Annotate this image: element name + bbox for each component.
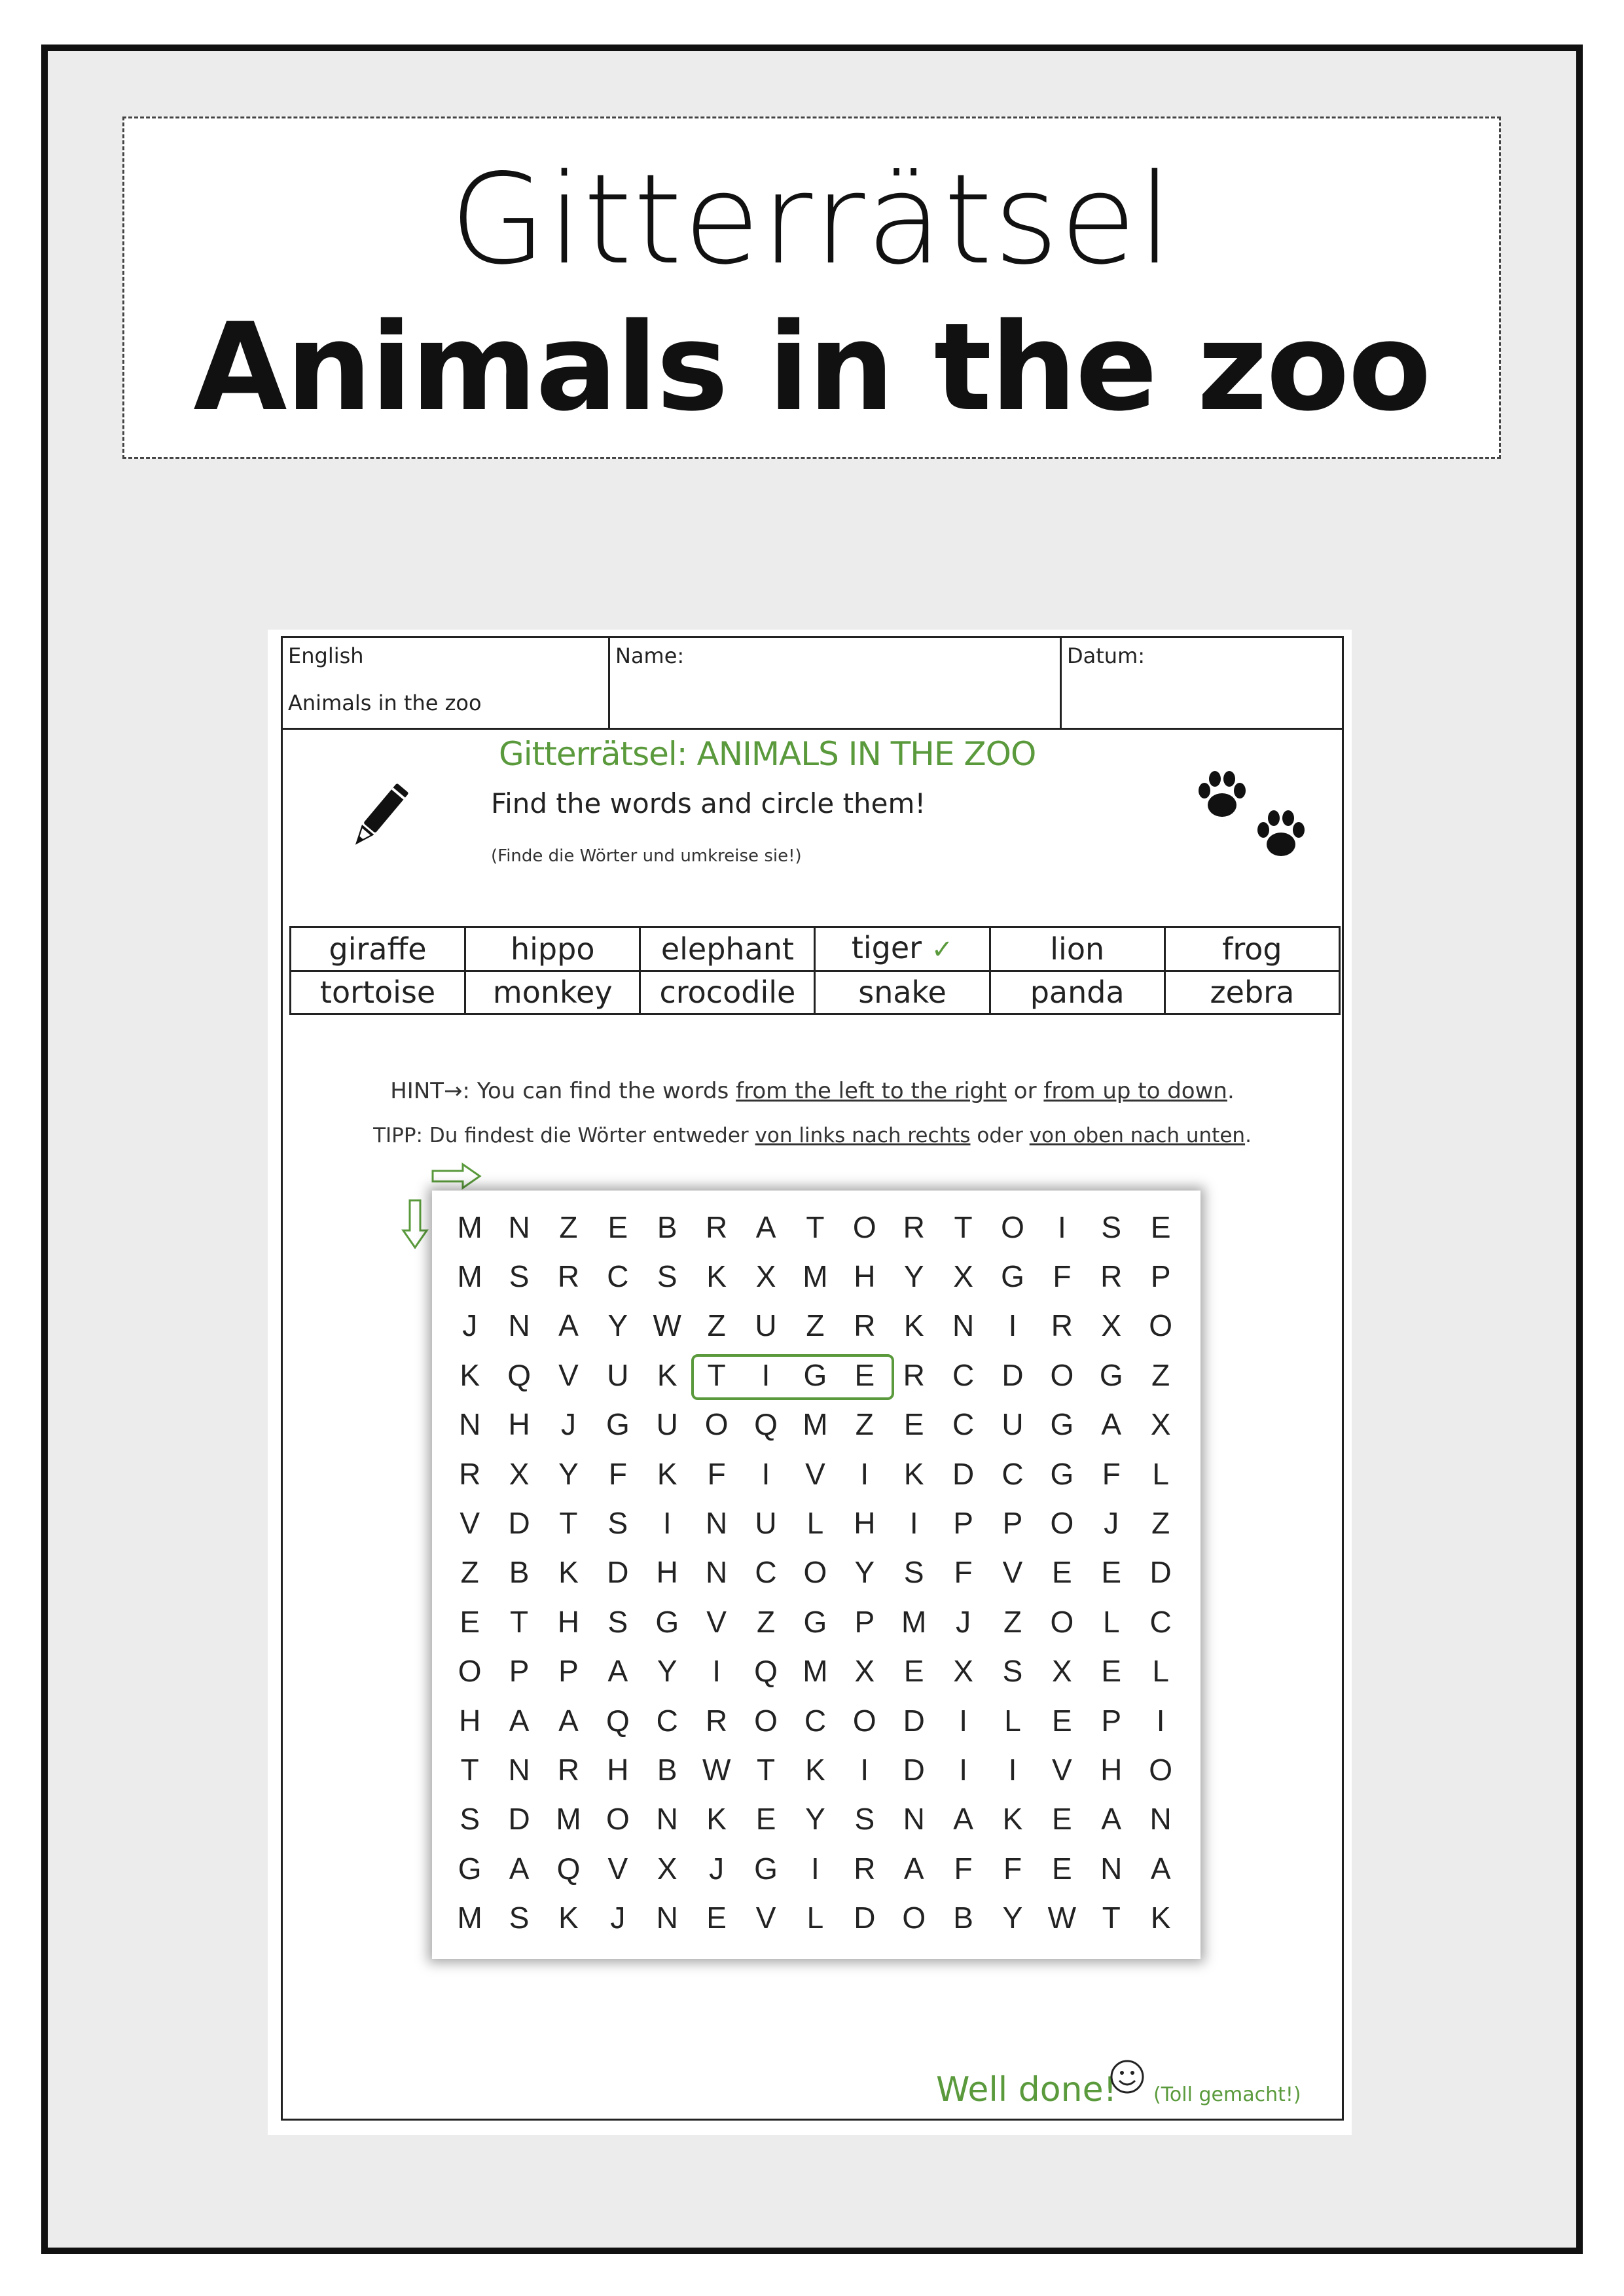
grid-letter: J xyxy=(709,1851,725,1886)
grid-letter: O xyxy=(754,1703,778,1738)
grid-letter: X xyxy=(509,1456,530,1491)
pencil-icon xyxy=(338,776,417,861)
grid-letter: O xyxy=(704,1407,729,1442)
grid-letter: L xyxy=(806,1901,824,1935)
paw-print-icon xyxy=(1193,766,1252,825)
grid-letter: V xyxy=(706,1604,727,1639)
grid-letter: M xyxy=(457,1210,482,1244)
grid-letter: B xyxy=(657,1210,677,1244)
grid-letter: E xyxy=(755,1802,776,1837)
word-cell: frog xyxy=(1164,927,1339,971)
worksheet-title: Gitterrätsel: ANIMALS IN THE ZOO xyxy=(499,735,1036,773)
grid-letter: M xyxy=(803,1654,828,1689)
grid-letter: K xyxy=(903,1308,924,1343)
grid-letter: P xyxy=(509,1654,530,1689)
grid-letter: S xyxy=(509,1259,530,1294)
grid-letter: D xyxy=(1001,1357,1024,1392)
grid-letter: I xyxy=(761,1357,770,1392)
grid-letter: Q xyxy=(754,1407,778,1442)
grid-letter: V xyxy=(755,1901,776,1935)
grid-letter: V xyxy=(1002,1555,1023,1590)
word-row xyxy=(291,971,1340,1014)
grid-letter: H xyxy=(656,1555,678,1590)
grid-letter: P xyxy=(1101,1703,1122,1738)
grid-letter: H xyxy=(508,1407,530,1442)
grid-letter: V xyxy=(460,1506,480,1541)
tipp-text: TIPP: Du findest die Wörter entweder von links nach rechts oder von oben nach unten. xyxy=(373,1124,1252,1147)
grid-letter: N xyxy=(952,1308,975,1343)
grid-letter: V xyxy=(805,1456,825,1491)
grid-letter: P xyxy=(1150,1259,1171,1294)
word-cell: lion xyxy=(990,927,1164,971)
grid-letter: I xyxy=(761,1456,770,1491)
grid-letter: E xyxy=(903,1654,924,1689)
grid-letter: T xyxy=(954,1210,973,1244)
grid-letter: T xyxy=(559,1506,578,1541)
grid-letter: M xyxy=(556,1802,581,1837)
grid-letter: C xyxy=(952,1357,975,1392)
grid-letter: S xyxy=(509,1901,530,1935)
subject-cell xyxy=(283,638,610,730)
grid-letter: J xyxy=(610,1901,626,1935)
grid-letter: T xyxy=(510,1604,529,1639)
grid-letter: E xyxy=(1101,1654,1122,1689)
grid-letter: R xyxy=(854,1308,876,1343)
grid-letter: N xyxy=(903,1802,925,1837)
grid-letter: F xyxy=(1003,1851,1022,1886)
grid-letter: J xyxy=(560,1407,576,1442)
grid-letter: E xyxy=(1052,1555,1072,1590)
grid-letter: A xyxy=(1101,1802,1122,1837)
grid-letter: E xyxy=(903,1407,924,1442)
grid-letter: E xyxy=(1052,1703,1072,1738)
grid-letter: S xyxy=(607,1506,628,1541)
grid-letter: V xyxy=(607,1851,628,1886)
grid-letter: F xyxy=(1102,1456,1121,1491)
grid-letter: C xyxy=(755,1555,777,1590)
grid-letter: I xyxy=(712,1654,721,1689)
grid-letter: X xyxy=(755,1259,776,1294)
grid-letter: A xyxy=(509,1703,530,1738)
grid-letter: C xyxy=(656,1703,678,1738)
grid-letter: O xyxy=(1050,1506,1074,1541)
word-cell: hippo xyxy=(465,927,640,971)
worksheet-border xyxy=(281,636,1344,2121)
grid-letter: I xyxy=(1156,1703,1165,1738)
grid-letter: X xyxy=(657,1851,677,1886)
smiley-icon xyxy=(1109,2058,1146,2095)
grid-letter: T xyxy=(1102,1901,1121,1935)
grid-letter: I xyxy=(959,1752,967,1787)
grid-letter: O xyxy=(458,1654,482,1689)
grid-letter: S xyxy=(1101,1210,1122,1244)
grid-letter: H xyxy=(854,1259,876,1294)
grid-letter: N xyxy=(508,1308,530,1343)
grid-letter: I xyxy=(1008,1308,1017,1343)
grid-letter: O xyxy=(1149,1308,1173,1343)
grid-letter: K xyxy=(1002,1802,1023,1837)
grid-letter: K xyxy=(657,1456,677,1491)
grid-letter: E xyxy=(460,1604,480,1639)
grid-letter: P xyxy=(1002,1506,1023,1541)
word-list-table xyxy=(289,926,1341,1015)
grid-letter: B xyxy=(953,1901,973,1935)
grid-letter: V xyxy=(558,1357,579,1392)
word-cell: crocodile xyxy=(640,971,815,1014)
instruction-text: Find the words and circle them! xyxy=(491,787,926,819)
well-done-text-de: (Toll gemacht!) xyxy=(1153,2083,1301,2106)
grid-letter: X xyxy=(1150,1407,1171,1442)
grid-letter: E xyxy=(706,1901,727,1935)
grid-letter: U xyxy=(607,1357,629,1392)
grid-letter: F xyxy=(1053,1259,1072,1294)
grid-letter: C xyxy=(952,1407,975,1442)
grid-letter: F xyxy=(954,1555,973,1590)
name-label: Name: xyxy=(615,643,685,668)
grid-letter: S xyxy=(854,1802,875,1837)
grid-letter: Z xyxy=(707,1308,726,1343)
grid-letter: I xyxy=(860,1752,869,1787)
grid-letter: O xyxy=(1050,1604,1074,1639)
grid-letter: K xyxy=(805,1752,825,1787)
grid-letter: A xyxy=(1150,1851,1171,1886)
grid-letter: I xyxy=(959,1703,967,1738)
word-cell: tiger ✓ xyxy=(815,927,990,971)
grid-letter: P xyxy=(558,1654,579,1689)
grid-letter: H xyxy=(557,1604,580,1639)
grid-letter: Z xyxy=(855,1407,874,1442)
grid-letter: M xyxy=(803,1407,828,1442)
grid-letter: K xyxy=(657,1357,677,1392)
hint-text: HINT→: You can find the words from the left to the right or from up to down. xyxy=(390,1078,1235,1104)
grid-letter: H xyxy=(459,1703,481,1738)
grid-letter: Z xyxy=(559,1210,578,1244)
grid-letter: N xyxy=(706,1506,728,1541)
grid-letter: G xyxy=(803,1357,827,1392)
grid-letter: D xyxy=(903,1703,925,1738)
name-cell xyxy=(610,638,1062,730)
grid-letter: I xyxy=(662,1506,672,1541)
grid-letter: Y xyxy=(558,1456,579,1491)
grid-letter: R xyxy=(706,1703,728,1738)
grid-letter: E xyxy=(854,1357,875,1392)
grid-letter: X xyxy=(953,1654,973,1689)
grid-letter: G xyxy=(1001,1259,1024,1294)
grid-letter: E xyxy=(607,1210,628,1244)
word-cell: panda xyxy=(990,971,1164,1014)
grid-letter: U xyxy=(1001,1407,1024,1442)
grid-letter: G xyxy=(655,1604,679,1639)
grid-letter: I xyxy=(909,1506,918,1541)
date-cell xyxy=(1062,638,1343,730)
grid-letter: H xyxy=(607,1752,629,1787)
grid-letter: A xyxy=(607,1654,628,1689)
grid-letter: R xyxy=(903,1357,925,1392)
grid-letter: M xyxy=(901,1604,927,1639)
grid-letter: A xyxy=(509,1851,530,1886)
grid-letter: D xyxy=(903,1752,925,1787)
grid-letter: K xyxy=(1150,1901,1171,1935)
grid-letter: E xyxy=(1150,1210,1171,1244)
grid-letter: R xyxy=(557,1259,580,1294)
word-row xyxy=(291,927,1340,971)
grid-letter: X xyxy=(953,1259,973,1294)
word-cell: snake xyxy=(815,971,990,1014)
grid-letter: S xyxy=(657,1259,677,1294)
grid-letter: F xyxy=(707,1456,726,1491)
grid-letter: K xyxy=(706,1259,727,1294)
grid-letter: A xyxy=(755,1210,776,1244)
grid-letter: Z xyxy=(806,1308,825,1343)
grid-letter: O xyxy=(852,1210,876,1244)
grid-letter: R xyxy=(1100,1259,1123,1294)
grid-letter: L xyxy=(1004,1703,1021,1738)
grid-letter: O xyxy=(852,1703,876,1738)
word-cell: monkey xyxy=(465,971,640,1014)
grid-letter: R xyxy=(706,1210,728,1244)
grid-letter: N xyxy=(508,1210,530,1244)
grid-letter: W xyxy=(702,1752,731,1787)
grid-letter: T xyxy=(806,1210,825,1244)
grid-letter: M xyxy=(457,1259,482,1294)
grid-letter: S xyxy=(460,1802,480,1837)
grid-letter: N xyxy=(1149,1802,1172,1837)
cover-subtitle: Animals in the zoo xyxy=(193,296,1430,438)
grid-letter: A xyxy=(903,1851,924,1886)
subject-label: English xyxy=(288,643,364,668)
arrow-down-icon xyxy=(401,1198,429,1250)
grid-letter: N xyxy=(459,1407,481,1442)
grid-letter: G xyxy=(605,1407,630,1442)
grid-letter: C xyxy=(1001,1456,1024,1491)
grid-letter: D xyxy=(508,1802,530,1837)
grid-letter: Y xyxy=(1002,1901,1023,1935)
word-cell: tortoise xyxy=(291,971,465,1014)
grid-letter: F xyxy=(608,1456,627,1491)
grid-letter: I xyxy=(811,1851,820,1886)
grid-letter: O xyxy=(1050,1357,1074,1392)
worksheet-header xyxy=(283,638,1342,730)
grid-letter: S xyxy=(903,1555,924,1590)
grid-letter: B xyxy=(657,1752,677,1787)
cover-title: Gitterrätsel xyxy=(450,147,1174,292)
grid-letter: L xyxy=(1102,1604,1120,1639)
grid-letter: P xyxy=(854,1604,875,1639)
grid-letter: V xyxy=(1052,1752,1072,1787)
grid-letter: O xyxy=(1001,1210,1024,1244)
arrow-right-icon xyxy=(430,1162,482,1191)
grid-letter: G xyxy=(803,1604,827,1639)
grid-letter: Y xyxy=(805,1802,825,1837)
grid-letter: K xyxy=(706,1802,727,1837)
word-search-grid-card xyxy=(432,1191,1200,1959)
paw-print-icon xyxy=(1252,805,1310,864)
grid-letter: J xyxy=(956,1604,971,1639)
grid-letter: D xyxy=(854,1901,876,1935)
grid-letter: O xyxy=(803,1555,827,1590)
grid-letter: E xyxy=(1052,1802,1072,1837)
grid-letter: K xyxy=(558,1555,579,1590)
grid-letter: G xyxy=(458,1851,482,1886)
grid-letter: A xyxy=(558,1703,579,1738)
date-label: Datum: xyxy=(1067,643,1146,668)
grid-letter: S xyxy=(1002,1654,1023,1689)
grid-letter: N xyxy=(706,1555,728,1590)
instruction-text-de: (Finde die Wörter und umkreise sie!) xyxy=(491,846,802,866)
grid-letter: Q xyxy=(507,1357,531,1392)
grid-letter: Q xyxy=(754,1654,778,1689)
grid-letter: M xyxy=(457,1901,482,1935)
grid-letter: L xyxy=(1152,1456,1169,1491)
grid-letter: K xyxy=(903,1456,924,1491)
grid-letter: O xyxy=(902,1901,926,1935)
grid-letter: E xyxy=(1052,1851,1072,1886)
grid-letter: K xyxy=(558,1901,579,1935)
word-search-grid xyxy=(445,1202,1185,1943)
grid-letter: T xyxy=(707,1357,726,1392)
grid-letter: Q xyxy=(605,1703,630,1738)
grid-letter: J xyxy=(1104,1506,1119,1541)
grid-letter: Y xyxy=(657,1654,677,1689)
grid-letter: R xyxy=(1051,1308,1073,1343)
grid-letter: G xyxy=(754,1851,778,1886)
word-cell: giraffe xyxy=(291,927,465,971)
grid-letter: N xyxy=(1100,1851,1123,1886)
grid-letter: G xyxy=(1050,1456,1074,1491)
grid-letter: C xyxy=(1149,1604,1172,1639)
grid-letter: X xyxy=(854,1654,875,1689)
grid-letter: I xyxy=(1008,1752,1017,1787)
grid-letter: W xyxy=(653,1308,681,1343)
topic-label: Animals in the zoo xyxy=(288,691,482,715)
grid-letter: O xyxy=(605,1802,630,1837)
grid-letter: K xyxy=(460,1357,480,1392)
grid-letter: M xyxy=(803,1259,828,1294)
grid-letter: U xyxy=(755,1506,777,1541)
grid-letter: D xyxy=(607,1555,629,1590)
grid-letter: Z xyxy=(1151,1506,1170,1541)
grid-letter: C xyxy=(607,1259,629,1294)
grid-letter: B xyxy=(509,1555,530,1590)
grid-letter: L xyxy=(806,1506,824,1541)
grid-letter: A xyxy=(953,1802,973,1837)
grid-letter: T xyxy=(460,1752,479,1787)
grid-letter: O xyxy=(1149,1752,1173,1787)
grid-letter: Z xyxy=(756,1604,776,1639)
grid-letter: S xyxy=(607,1604,628,1639)
grid-letter: Y xyxy=(903,1259,924,1294)
grid-letter: R xyxy=(854,1851,876,1886)
grid-letter: R xyxy=(557,1752,580,1787)
grid-letter: G xyxy=(1050,1407,1074,1442)
well-done-text: Well done! xyxy=(936,2070,1117,2109)
grid-letter: N xyxy=(656,1901,678,1935)
grid-letter: A xyxy=(558,1308,579,1343)
grid-letter: N xyxy=(656,1802,678,1837)
grid-letter: G xyxy=(1099,1357,1123,1392)
grid-letter: A xyxy=(1101,1407,1122,1442)
grid-letter: H xyxy=(854,1506,876,1541)
grid-letter: C xyxy=(804,1703,827,1738)
grid-letter: P xyxy=(953,1506,973,1541)
grid-letter: D xyxy=(1149,1555,1172,1590)
grid-letter: U xyxy=(755,1308,777,1343)
grid-letter: R xyxy=(459,1456,481,1491)
grid-letter: I xyxy=(860,1456,869,1491)
grid-letter: Z xyxy=(1003,1604,1022,1639)
grid-letter: U xyxy=(656,1407,678,1442)
grid-letter: X xyxy=(1052,1654,1072,1689)
grid-letter: Y xyxy=(854,1555,875,1590)
grid-letter: D xyxy=(952,1456,975,1491)
grid-letter: W xyxy=(1047,1901,1077,1935)
grid-letter: J xyxy=(462,1308,478,1343)
grid-letter: H xyxy=(1100,1752,1123,1787)
grid-letter: R xyxy=(903,1210,925,1244)
grid-letter: Y xyxy=(607,1308,628,1343)
grid-letter: T xyxy=(756,1752,776,1787)
word-cell: zebra xyxy=(1164,971,1339,1014)
grid-letter: X xyxy=(1101,1308,1122,1343)
grid-letter: L xyxy=(1152,1654,1169,1689)
grid-letter: Z xyxy=(1151,1357,1170,1392)
worksheet-preview xyxy=(268,630,1352,2135)
grid-letter: F xyxy=(954,1851,973,1886)
title-box xyxy=(122,117,1501,459)
grid-letter: Z xyxy=(460,1555,479,1590)
grid-letter: N xyxy=(508,1752,530,1787)
grid-letter: D xyxy=(508,1506,530,1541)
grid-letter: E xyxy=(1101,1555,1122,1590)
grid-letter: I xyxy=(1057,1210,1066,1244)
found-word-highlight xyxy=(691,1354,894,1400)
word-cell: elephant xyxy=(640,927,815,971)
check-mark-icon: ✓ xyxy=(931,935,954,965)
grid-letter: Q xyxy=(556,1851,581,1886)
